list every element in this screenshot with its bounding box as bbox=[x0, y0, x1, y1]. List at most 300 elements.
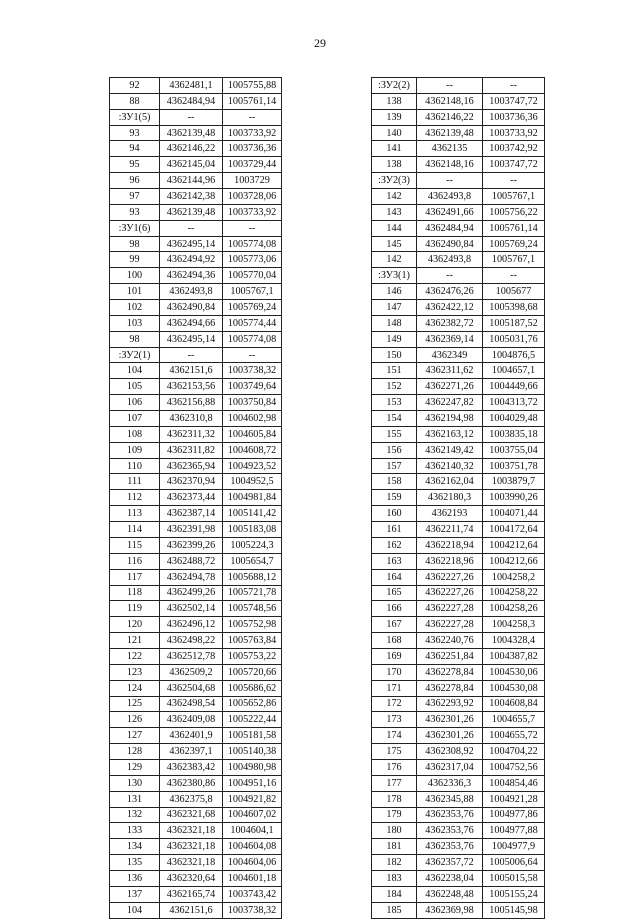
y-coordinate-cell: 1004071,44 bbox=[483, 506, 545, 522]
table-row bbox=[372, 78, 545, 94]
table-row bbox=[372, 426, 545, 442]
table-row bbox=[110, 839, 282, 855]
y-coordinate-cell: 1005686,62 bbox=[223, 680, 282, 696]
table-row bbox=[372, 315, 545, 331]
point-number-cell: 156 bbox=[372, 442, 417, 458]
y-coordinate-cell: 1005755,88 bbox=[223, 78, 282, 94]
point-number-cell: 94 bbox=[110, 141, 160, 157]
point-number-cell: 181 bbox=[372, 839, 417, 855]
y-coordinate-cell: 1005774,08 bbox=[223, 331, 282, 347]
y-coordinate-cell: 1004608,84 bbox=[483, 696, 545, 712]
page-number: 29 bbox=[314, 36, 326, 50]
x-coordinate-cell: 4362310,8 bbox=[160, 411, 223, 427]
x-coordinate-cell: -- bbox=[160, 220, 223, 236]
x-coordinate-cell: 4362494,78 bbox=[160, 569, 223, 585]
x-coordinate-cell: 4362387,14 bbox=[160, 506, 223, 522]
y-coordinate-cell: 1004977,9 bbox=[483, 839, 545, 855]
x-coordinate-cell: 4362484,94 bbox=[417, 220, 483, 236]
y-coordinate-cell: 1004387,82 bbox=[483, 648, 545, 664]
x-coordinate-cell: 4362311,62 bbox=[417, 363, 483, 379]
table-row bbox=[372, 458, 545, 474]
point-number-cell: 162 bbox=[372, 537, 417, 553]
y-coordinate-cell: 1005141,42 bbox=[223, 506, 282, 522]
point-number-cell: 142 bbox=[372, 189, 417, 205]
x-coordinate-cell: 4362509,2 bbox=[160, 664, 223, 680]
point-number-cell: 180 bbox=[372, 823, 417, 839]
x-coordinate-cell: 4362321,68 bbox=[160, 807, 223, 823]
y-coordinate-cell: 1005224,3 bbox=[223, 537, 282, 553]
y-coordinate-cell: 1005398,68 bbox=[483, 300, 545, 316]
y-coordinate-cell: 1003750,84 bbox=[223, 395, 282, 411]
coordinates-table-right bbox=[371, 77, 545, 919]
table-row bbox=[110, 268, 282, 284]
x-coordinate-cell: 4362397,1 bbox=[160, 744, 223, 760]
point-number-cell: 112 bbox=[110, 490, 160, 506]
table-row bbox=[372, 886, 545, 902]
table-row bbox=[110, 744, 282, 760]
y-coordinate-cell: 1003729 bbox=[223, 173, 282, 189]
point-number-cell: 149 bbox=[372, 331, 417, 347]
table-row bbox=[372, 157, 545, 173]
y-coordinate-cell: 1003742,92 bbox=[483, 141, 545, 157]
x-coordinate-cell: 4362399,26 bbox=[160, 537, 223, 553]
x-coordinate-cell: 4362336,3 bbox=[417, 775, 483, 791]
y-coordinate-cell: 1003736,36 bbox=[223, 141, 282, 157]
y-coordinate-cell: 1005770,04 bbox=[223, 268, 282, 284]
point-number-cell: 113 bbox=[110, 506, 160, 522]
table-row bbox=[110, 791, 282, 807]
x-coordinate-cell: 4362496,12 bbox=[160, 617, 223, 633]
x-coordinate-cell: 4362380,86 bbox=[160, 775, 223, 791]
x-coordinate-cell: 4362494,66 bbox=[160, 315, 223, 331]
y-coordinate-cell: 1003733,92 bbox=[483, 125, 545, 141]
y-coordinate-cell: 1004752,56 bbox=[483, 759, 545, 775]
point-number-cell: 114 bbox=[110, 522, 160, 538]
point-number-cell: 152 bbox=[372, 379, 417, 395]
point-number-cell: 177 bbox=[372, 775, 417, 791]
point-number-cell: 127 bbox=[110, 728, 160, 744]
point-number-cell: 101 bbox=[110, 284, 160, 300]
x-coordinate-cell: 4362484,94 bbox=[160, 93, 223, 109]
x-coordinate-cell: 4362180,3 bbox=[417, 490, 483, 506]
point-number-cell: 167 bbox=[372, 617, 417, 633]
point-number-cell: 160 bbox=[372, 506, 417, 522]
point-number-cell: 93 bbox=[110, 125, 160, 141]
y-coordinate-cell: 1005748,56 bbox=[223, 601, 282, 617]
table-row bbox=[372, 680, 545, 696]
y-coordinate-cell: 1003749,64 bbox=[223, 379, 282, 395]
y-coordinate-cell: 1005654,7 bbox=[223, 553, 282, 569]
point-number-cell: :ЗУ1(6) bbox=[110, 220, 160, 236]
y-coordinate-cell: -- bbox=[483, 173, 545, 189]
y-coordinate-cell: 1004604,1 bbox=[223, 823, 282, 839]
x-coordinate-cell: 4362142,38 bbox=[160, 189, 223, 205]
table-row bbox=[110, 411, 282, 427]
y-coordinate-cell: 1004601,18 bbox=[223, 870, 282, 886]
x-coordinate-cell: 4362140,32 bbox=[417, 458, 483, 474]
x-coordinate-cell: 4362227,28 bbox=[417, 601, 483, 617]
point-number-cell: 118 bbox=[110, 585, 160, 601]
table-row bbox=[372, 490, 545, 506]
table-row bbox=[372, 522, 545, 538]
y-coordinate-cell: -- bbox=[223, 109, 282, 125]
y-coordinate-cell: 1004212,66 bbox=[483, 553, 545, 569]
y-coordinate-cell: 1004604,08 bbox=[223, 839, 282, 855]
table-row bbox=[110, 553, 282, 569]
x-coordinate-cell: 4362139,48 bbox=[160, 125, 223, 141]
x-coordinate-cell: 4362481,1 bbox=[160, 78, 223, 94]
y-coordinate-cell: 1004449,66 bbox=[483, 379, 545, 395]
table-row bbox=[110, 886, 282, 902]
x-coordinate-cell: 4362320,64 bbox=[160, 870, 223, 886]
table-row bbox=[372, 839, 545, 855]
point-number-cell: 92 bbox=[110, 78, 160, 94]
y-coordinate-cell: 1003747,72 bbox=[483, 157, 545, 173]
y-coordinate-cell: 1004313,72 bbox=[483, 395, 545, 411]
x-coordinate-cell: 4362139,48 bbox=[160, 204, 223, 220]
x-coordinate-cell: 4362369,98 bbox=[417, 902, 483, 918]
table-row bbox=[372, 284, 545, 300]
y-coordinate-cell: 1003733,92 bbox=[223, 125, 282, 141]
table-row bbox=[372, 617, 545, 633]
table-row bbox=[372, 664, 545, 680]
x-coordinate-cell: 4362373,44 bbox=[160, 490, 223, 506]
x-coordinate-cell: 4362149,42 bbox=[417, 442, 483, 458]
y-coordinate-cell: 1005769,24 bbox=[223, 300, 282, 316]
x-coordinate-cell: -- bbox=[160, 109, 223, 125]
point-number-cell: 150 bbox=[372, 347, 417, 363]
y-coordinate-cell: 1005688,12 bbox=[223, 569, 282, 585]
point-number-cell: :ЗУ2(2) bbox=[372, 78, 417, 94]
y-coordinate-cell: 1003990,26 bbox=[483, 490, 545, 506]
point-number-cell: 145 bbox=[372, 236, 417, 252]
table-row bbox=[372, 125, 545, 141]
table-row bbox=[372, 109, 545, 125]
y-coordinate-cell: 1005756,22 bbox=[483, 204, 545, 220]
table-row bbox=[372, 648, 545, 664]
x-coordinate-cell: 4362301,26 bbox=[417, 712, 483, 728]
y-coordinate-cell: 1005183,08 bbox=[223, 522, 282, 538]
x-coordinate-cell: 4362248,48 bbox=[417, 886, 483, 902]
y-coordinate-cell: 1005774,44 bbox=[223, 315, 282, 331]
point-number-cell: 161 bbox=[372, 522, 417, 538]
y-coordinate-cell: 1003733,92 bbox=[223, 204, 282, 220]
table-row bbox=[372, 506, 545, 522]
point-number-cell: :ЗУ3(1) bbox=[372, 268, 417, 284]
table-row bbox=[110, 648, 282, 664]
x-coordinate-cell: 4362383,42 bbox=[160, 759, 223, 775]
x-coordinate-cell: 4362218,94 bbox=[417, 537, 483, 553]
table-row bbox=[372, 442, 545, 458]
x-coordinate-cell: 4362163,12 bbox=[417, 426, 483, 442]
table-row bbox=[372, 870, 545, 886]
x-coordinate-cell: 4362321,18 bbox=[160, 823, 223, 839]
x-coordinate-cell: 4362504,68 bbox=[160, 680, 223, 696]
table-row bbox=[110, 506, 282, 522]
table-row bbox=[110, 601, 282, 617]
table-row bbox=[110, 569, 282, 585]
y-coordinate-cell: 1004977,88 bbox=[483, 823, 545, 839]
point-number-cell: 182 bbox=[372, 855, 417, 871]
point-number-cell: 135 bbox=[110, 855, 160, 871]
x-coordinate-cell: -- bbox=[417, 173, 483, 189]
table-row bbox=[110, 775, 282, 791]
table-row bbox=[110, 807, 282, 823]
point-number-cell: 168 bbox=[372, 633, 417, 649]
table-row bbox=[372, 823, 545, 839]
x-coordinate-cell: 4362349 bbox=[417, 347, 483, 363]
point-number-cell: 158 bbox=[372, 474, 417, 490]
table-row bbox=[372, 728, 545, 744]
y-coordinate-cell: 1003879,7 bbox=[483, 474, 545, 490]
table-row bbox=[372, 585, 545, 601]
table-row bbox=[372, 220, 545, 236]
table-row bbox=[110, 125, 282, 141]
y-coordinate-cell: 1005773,06 bbox=[223, 252, 282, 268]
x-coordinate-cell: 4362345,88 bbox=[417, 791, 483, 807]
point-number-cell: 147 bbox=[372, 300, 417, 316]
x-coordinate-cell: 4362227,26 bbox=[417, 585, 483, 601]
y-coordinate-cell: 1004981,84 bbox=[223, 490, 282, 506]
point-number-cell: :ЗУ2(3) bbox=[372, 173, 417, 189]
x-coordinate-cell: 4362498,22 bbox=[160, 633, 223, 649]
point-number-cell: 173 bbox=[372, 712, 417, 728]
point-number-cell: 139 bbox=[372, 109, 417, 125]
point-number-cell: 96 bbox=[110, 173, 160, 189]
point-number-cell: 129 bbox=[110, 759, 160, 775]
table-row bbox=[372, 855, 545, 871]
x-coordinate-cell: 4362375,8 bbox=[160, 791, 223, 807]
point-number-cell: 164 bbox=[372, 569, 417, 585]
table-row bbox=[110, 252, 282, 268]
x-coordinate-cell: 4362321,18 bbox=[160, 839, 223, 855]
y-coordinate-cell: 1004530,08 bbox=[483, 680, 545, 696]
table-row bbox=[110, 220, 282, 236]
table-row bbox=[110, 204, 282, 220]
table-row bbox=[110, 490, 282, 506]
y-coordinate-cell: 1004604,06 bbox=[223, 855, 282, 871]
point-number-cell: 146 bbox=[372, 284, 417, 300]
table-row bbox=[110, 680, 282, 696]
y-coordinate-cell: 1004952,5 bbox=[223, 474, 282, 490]
table-row bbox=[372, 807, 545, 823]
table-row bbox=[372, 347, 545, 363]
x-coordinate-cell: 4362353,76 bbox=[417, 823, 483, 839]
x-coordinate-cell: 4362211,74 bbox=[417, 522, 483, 538]
point-number-cell: 136 bbox=[110, 870, 160, 886]
y-coordinate-cell: 1004655,72 bbox=[483, 728, 545, 744]
point-number-cell: 155 bbox=[372, 426, 417, 442]
x-coordinate-cell: 4362293,92 bbox=[417, 696, 483, 712]
table-row bbox=[372, 712, 545, 728]
table-row bbox=[372, 141, 545, 157]
x-coordinate-cell: 4362311,82 bbox=[160, 442, 223, 458]
point-number-cell: 131 bbox=[110, 791, 160, 807]
y-coordinate-cell: -- bbox=[483, 78, 545, 94]
x-coordinate-cell: 4362321,18 bbox=[160, 855, 223, 871]
table-row bbox=[110, 315, 282, 331]
y-coordinate-cell: 1005145,98 bbox=[483, 902, 545, 918]
point-number-cell: 166 bbox=[372, 601, 417, 617]
y-coordinate-cell: 1003738,32 bbox=[223, 363, 282, 379]
point-number-cell: 169 bbox=[372, 648, 417, 664]
point-number-cell: 119 bbox=[110, 601, 160, 617]
point-number-cell: 141 bbox=[372, 141, 417, 157]
y-coordinate-cell: 1004977,86 bbox=[483, 807, 545, 823]
x-coordinate-cell: 4362401,9 bbox=[160, 728, 223, 744]
table-row bbox=[372, 791, 545, 807]
point-number-cell: :ЗУ1(5) bbox=[110, 109, 160, 125]
y-coordinate-cell: 1005761,14 bbox=[223, 93, 282, 109]
y-coordinate-cell: 1005187,52 bbox=[483, 315, 545, 331]
x-coordinate-cell: 4362491,66 bbox=[417, 204, 483, 220]
y-coordinate-cell: 1004607,02 bbox=[223, 807, 282, 823]
table-row bbox=[110, 284, 282, 300]
table-row bbox=[372, 553, 545, 569]
table-row bbox=[372, 633, 545, 649]
x-coordinate-cell: 4362317,04 bbox=[417, 759, 483, 775]
table-row bbox=[110, 379, 282, 395]
x-coordinate-cell: 4362311,32 bbox=[160, 426, 223, 442]
y-coordinate-cell: 1005015,58 bbox=[483, 870, 545, 886]
point-number-cell: 88 bbox=[110, 93, 160, 109]
point-number-cell: 154 bbox=[372, 411, 417, 427]
point-number-cell: 110 bbox=[110, 458, 160, 474]
x-coordinate-cell: 4362146,22 bbox=[417, 109, 483, 125]
y-coordinate-cell: 1005761,14 bbox=[483, 220, 545, 236]
x-coordinate-cell: 4362278,84 bbox=[417, 680, 483, 696]
table-row bbox=[110, 141, 282, 157]
point-number-cell: 116 bbox=[110, 553, 160, 569]
point-number-cell: 175 bbox=[372, 744, 417, 760]
table-row bbox=[372, 411, 545, 427]
table-row bbox=[110, 585, 282, 601]
x-coordinate-cell: 4362369,14 bbox=[417, 331, 483, 347]
table-row bbox=[110, 109, 282, 125]
point-number-cell: 125 bbox=[110, 696, 160, 712]
point-number-cell: 97 bbox=[110, 189, 160, 205]
table-row bbox=[372, 379, 545, 395]
table-row bbox=[372, 268, 545, 284]
x-coordinate-cell: 4362495,14 bbox=[160, 236, 223, 252]
y-coordinate-cell: 1004258,26 bbox=[483, 601, 545, 617]
y-coordinate-cell: 1004876,5 bbox=[483, 347, 545, 363]
y-coordinate-cell: 1004854,46 bbox=[483, 775, 545, 791]
y-coordinate-cell: 1005721,78 bbox=[223, 585, 282, 601]
y-coordinate-cell: 1005769,24 bbox=[483, 236, 545, 252]
y-coordinate-cell: 1004921,28 bbox=[483, 791, 545, 807]
table-row bbox=[372, 93, 545, 109]
y-coordinate-cell: 1004980,98 bbox=[223, 759, 282, 775]
table-row bbox=[372, 537, 545, 553]
y-coordinate-cell: 1003751,78 bbox=[483, 458, 545, 474]
y-coordinate-cell: 1004258,22 bbox=[483, 585, 545, 601]
table-row bbox=[372, 759, 545, 775]
point-number-cell: 144 bbox=[372, 220, 417, 236]
y-coordinate-cell: -- bbox=[223, 347, 282, 363]
table-row bbox=[110, 331, 282, 347]
point-number-cell: 121 bbox=[110, 633, 160, 649]
y-coordinate-cell: 1005720,66 bbox=[223, 664, 282, 680]
x-coordinate-cell: -- bbox=[417, 78, 483, 94]
x-coordinate-cell: 4362247,82 bbox=[417, 395, 483, 411]
x-coordinate-cell: 4362502,14 bbox=[160, 601, 223, 617]
x-coordinate-cell: 4362238,04 bbox=[417, 870, 483, 886]
point-number-cell: 183 bbox=[372, 870, 417, 886]
point-number-cell: 105 bbox=[110, 379, 160, 395]
y-coordinate-cell: 1004172,64 bbox=[483, 522, 545, 538]
y-coordinate-cell: 1005763,84 bbox=[223, 633, 282, 649]
x-coordinate-cell: 4362490,84 bbox=[417, 236, 483, 252]
table-row bbox=[110, 474, 282, 490]
x-coordinate-cell: 4362165,74 bbox=[160, 886, 223, 902]
y-coordinate-cell: 1004530,06 bbox=[483, 664, 545, 680]
point-number-cell: 178 bbox=[372, 791, 417, 807]
point-number-cell: 98 bbox=[110, 236, 160, 252]
x-coordinate-cell: 4362193 bbox=[417, 506, 483, 522]
table-row bbox=[372, 363, 545, 379]
x-coordinate-cell: -- bbox=[160, 347, 223, 363]
x-coordinate-cell: 4362357,72 bbox=[417, 855, 483, 871]
x-coordinate-cell: 4362493,8 bbox=[160, 284, 223, 300]
point-number-cell: 130 bbox=[110, 775, 160, 791]
table-row bbox=[110, 522, 282, 538]
point-number-cell: 172 bbox=[372, 696, 417, 712]
table-row bbox=[110, 78, 282, 94]
y-coordinate-cell: 1003728,06 bbox=[223, 189, 282, 205]
point-number-cell: 170 bbox=[372, 664, 417, 680]
x-coordinate-cell: 4362493,8 bbox=[417, 189, 483, 205]
table-row bbox=[372, 331, 545, 347]
table-row bbox=[110, 870, 282, 886]
y-coordinate-cell: 1005652,86 bbox=[223, 696, 282, 712]
table-row bbox=[372, 189, 545, 205]
table-row bbox=[110, 347, 282, 363]
point-number-cell: 104 bbox=[110, 363, 160, 379]
point-number-cell: 165 bbox=[372, 585, 417, 601]
table-row bbox=[110, 93, 282, 109]
point-number-cell: 106 bbox=[110, 395, 160, 411]
point-number-cell: 115 bbox=[110, 537, 160, 553]
point-number-cell: 104 bbox=[110, 902, 160, 918]
x-coordinate-cell: 4362145,04 bbox=[160, 157, 223, 173]
table-row bbox=[372, 300, 545, 316]
x-coordinate-cell: 4362301,26 bbox=[417, 728, 483, 744]
point-number-cell: 124 bbox=[110, 680, 160, 696]
x-coordinate-cell: 4362488,72 bbox=[160, 553, 223, 569]
point-number-cell: 123 bbox=[110, 664, 160, 680]
point-number-cell: 93 bbox=[110, 204, 160, 220]
table-row bbox=[372, 173, 545, 189]
y-coordinate-cell: 1005752,98 bbox=[223, 617, 282, 633]
point-number-cell: 138 bbox=[372, 157, 417, 173]
table-row bbox=[110, 537, 282, 553]
point-number-cell: 117 bbox=[110, 569, 160, 585]
point-number-cell: 176 bbox=[372, 759, 417, 775]
x-coordinate-cell: 4362148,16 bbox=[417, 93, 483, 109]
x-coordinate-cell: 4362271,26 bbox=[417, 379, 483, 395]
table-row bbox=[110, 759, 282, 775]
point-number-cell: 174 bbox=[372, 728, 417, 744]
table-row bbox=[110, 633, 282, 649]
table-row bbox=[110, 442, 282, 458]
table-row bbox=[110, 664, 282, 680]
y-coordinate-cell: 1004704,22 bbox=[483, 744, 545, 760]
x-coordinate-cell: 4362153,56 bbox=[160, 379, 223, 395]
x-coordinate-cell: 4362495,14 bbox=[160, 331, 223, 347]
table-row bbox=[110, 363, 282, 379]
point-number-cell: 134 bbox=[110, 839, 160, 855]
